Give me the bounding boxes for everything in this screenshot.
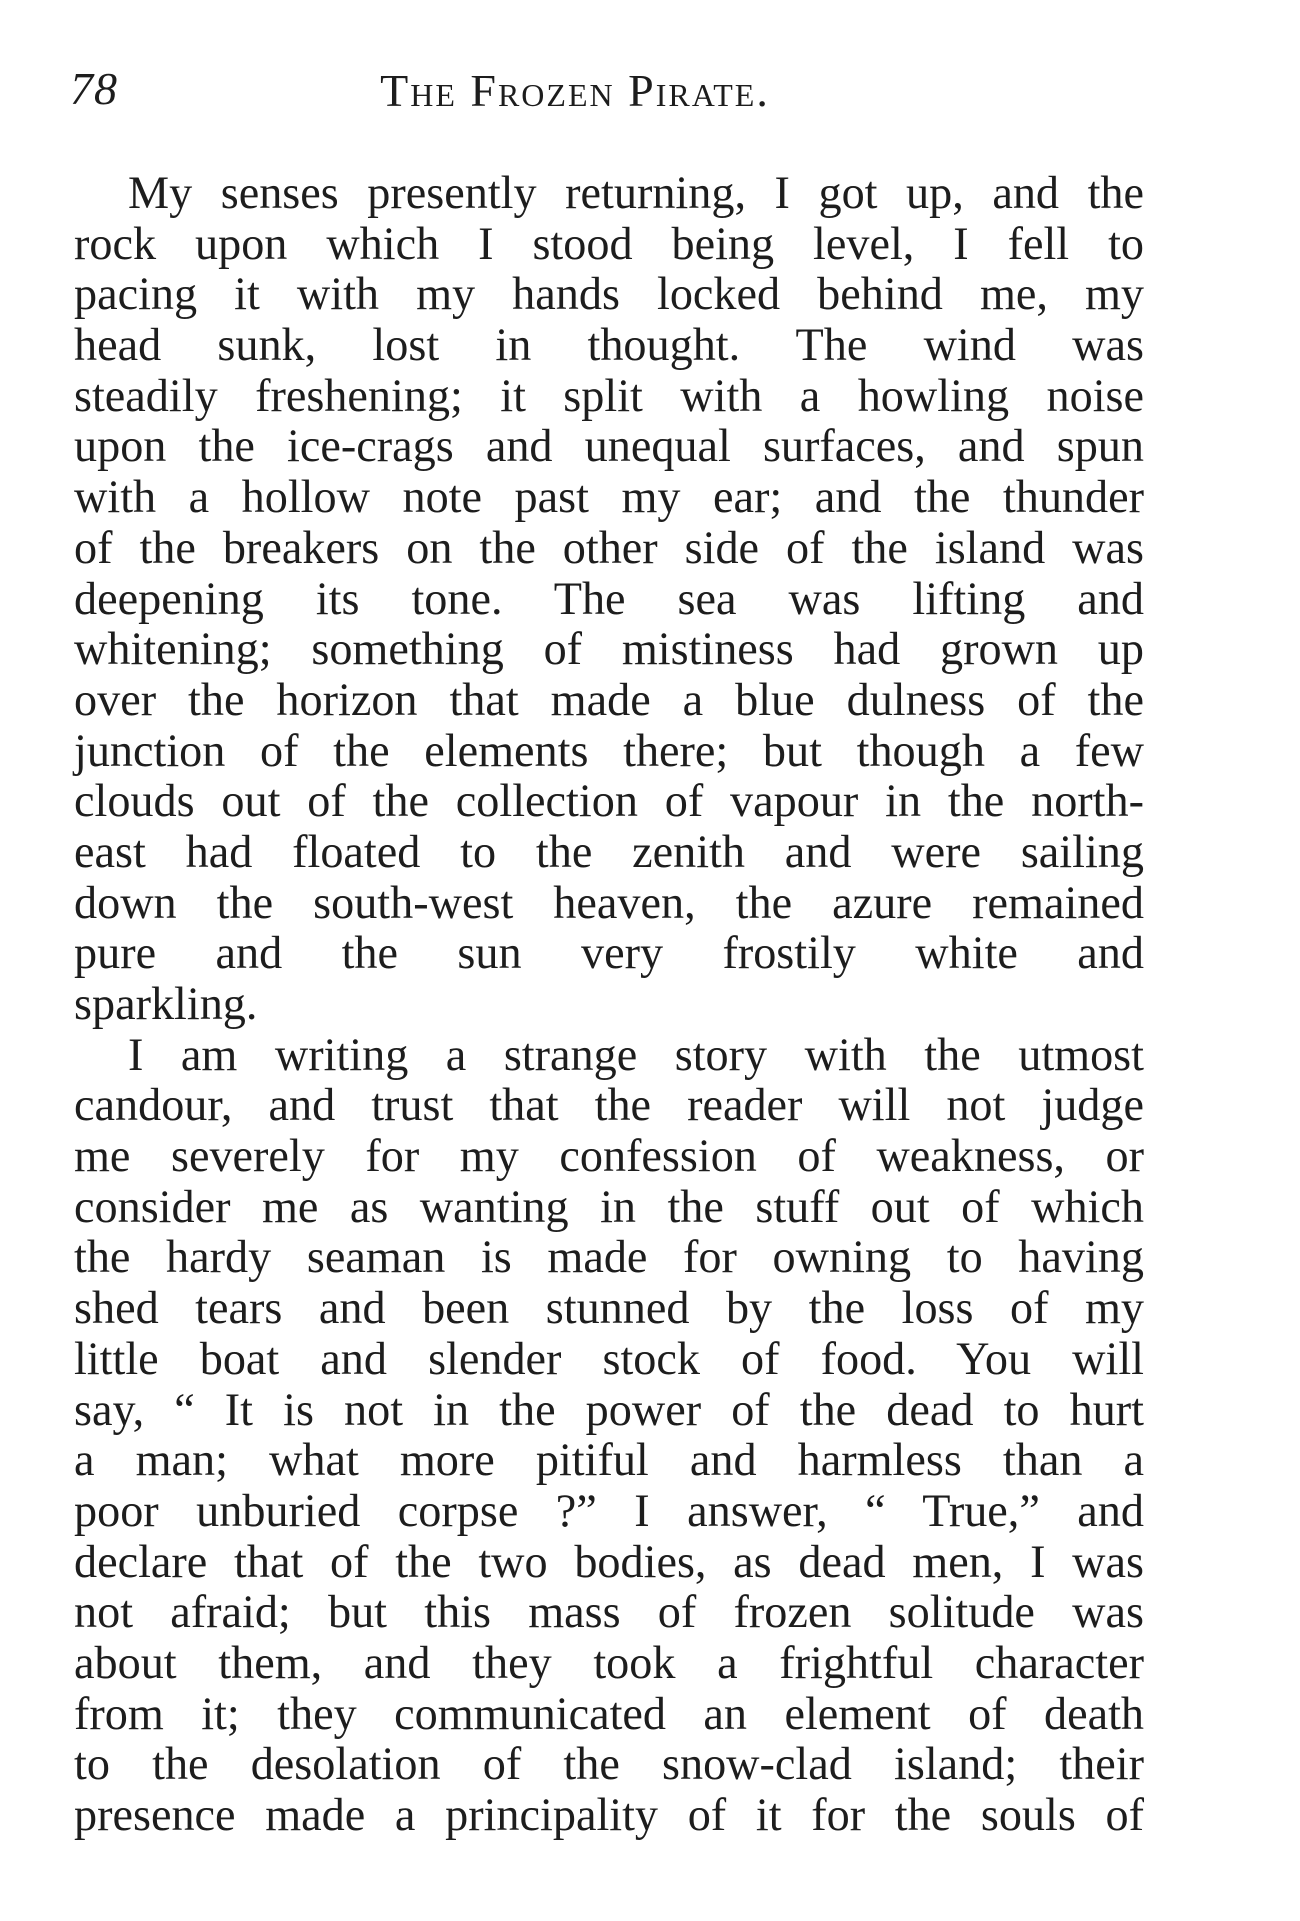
- text-line: deepening its tone. The sea was lifting and: [74, 572, 1144, 624]
- paragraph-1: [74, 168, 1144, 1030]
- text-line: not afraid; but this mass of frozen solitude was: [74, 1586, 1144, 1638]
- text-line: over the horizon that made a blue dulness of the: [74, 673, 1144, 725]
- text-line: head sunk, lost in thought. The wind was: [74, 319, 1144, 371]
- text-line: presence made a principality of it for the souls of: [74, 1789, 1144, 1840]
- text-line: me severely for my confession of weakness, or: [74, 1130, 1144, 1182]
- text-line: with a hollow note past my ear; and the thunder: [74, 471, 1144, 523]
- text-line: east had floated to the zenith and were sailing: [74, 825, 1144, 877]
- text-line: poor unburied corpse ?” I answer, “ True,” and: [74, 1484, 1144, 1536]
- text-line: to the desolation of the snow-clad island; their: [74, 1738, 1144, 1790]
- text-line: of the breakers on the other side of the island was: [74, 521, 1144, 573]
- text-line: clouds out of the collection of vapour in the north-: [74, 775, 1144, 827]
- text-line: junction of the elements there; but though a few: [74, 724, 1144, 776]
- text-line: down the south-west heaven, the azure remained: [74, 876, 1144, 928]
- text-line: pure and the sun very frostily white and: [74, 927, 1144, 979]
- text-line: say, “ It is not in the power of the dead to hurt: [74, 1383, 1144, 1435]
- text-line: I am writing a strange story with the utmost: [128, 1028, 1144, 1080]
- paragraph-2: [74, 1030, 1144, 1841]
- body-text: [74, 168, 1144, 1841]
- text-line: the hardy seaman is made for owning to having: [74, 1231, 1144, 1283]
- text-line: consider me as wanting in the stuff out of which: [74, 1180, 1144, 1232]
- text-line: whitening; something of mistiness had grown up: [74, 623, 1144, 675]
- running-head: [70, 62, 1140, 132]
- text-line: a man; what more pitiful and harmless than a: [74, 1434, 1144, 1486]
- text-line: declare that of the two bodies, as dead men, I was: [74, 1535, 1144, 1587]
- text-line: about them, and they took a frightful character: [74, 1636, 1144, 1688]
- text-line: sparkling.: [74, 978, 258, 1029]
- text-line: upon the ice-crags and unequal surfaces, and spun: [74, 420, 1144, 472]
- book-title: The Frozen Pirate.: [380, 65, 770, 116]
- text-line: My senses presently returning, I got up, and the: [128, 167, 1144, 218]
- text-line: steadily freshening; it split with a howling noise: [74, 369, 1144, 421]
- text-line: little boat and slender stock of food. You will: [74, 1332, 1144, 1384]
- page-number: 78: [70, 63, 118, 114]
- text-line: rock upon which I stood being level, I fell to: [74, 217, 1144, 269]
- text-line: candour, and trust that the reader will not judge: [74, 1079, 1144, 1131]
- text-line: shed tears and been stunned by the loss of my: [74, 1282, 1144, 1334]
- text-line: from it; they communicated an element of death: [74, 1687, 1144, 1739]
- text-line: pacing it with my hands locked behind me, my: [74, 268, 1144, 320]
